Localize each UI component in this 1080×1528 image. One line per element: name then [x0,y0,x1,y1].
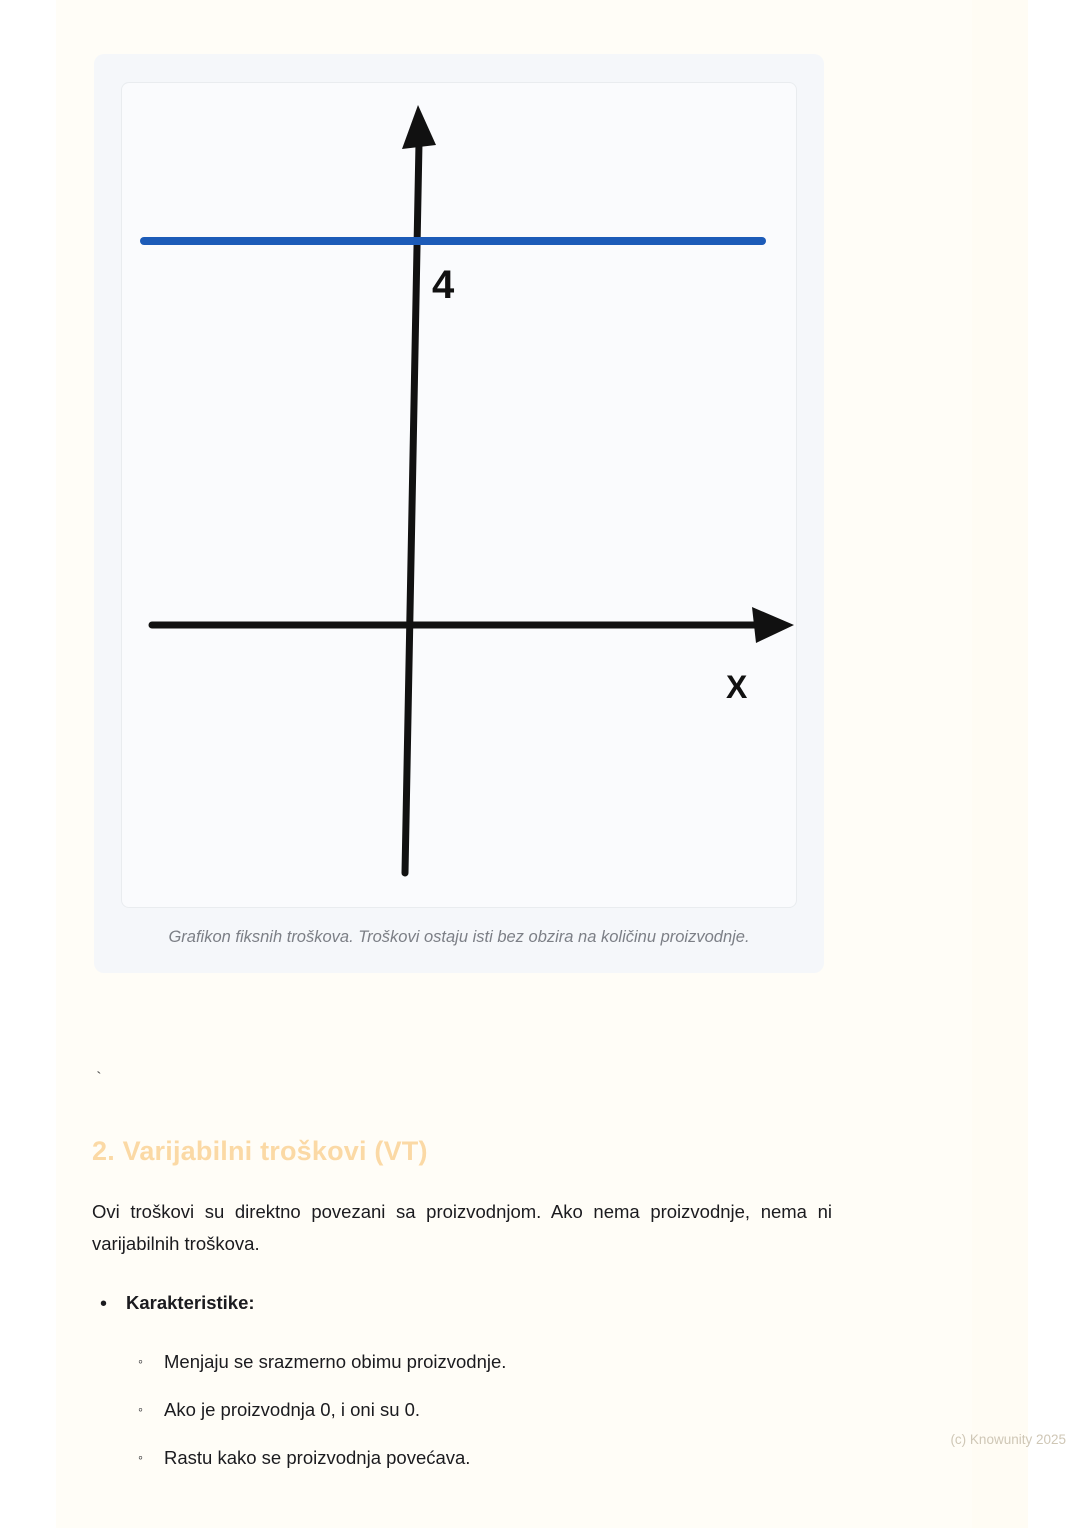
figure-caption: Grafikon fiksnih troškova. Troškovi ostaju isti bez obzira na količinu proizvodnje. [168,928,750,946]
page-margin-right [1028,0,1080,1528]
list-item [138,1348,838,1376]
list-item [138,1444,838,1472]
document-content [56,0,1028,1528]
list-item-label: Karakteristike: [126,1292,255,1313]
fixed-costs-chart [122,83,798,909]
watermark: (c) Knowunity 2025 [950,1432,1066,1447]
sub-bullet-marker-icon: ◦ [138,1353,143,1369]
sub-bullet-marker-icon: ◦ [138,1448,143,1465]
figure-card [94,54,824,973]
chart-x-label: X [726,669,748,705]
stray-backtick: ` [94,1070,104,1088]
bullet-marker-icon: • [100,1293,108,1316]
page-margin-left [0,0,56,1528]
figure-chart-area [121,82,797,908]
sub-bullet-marker-icon: ◦ [138,1400,143,1417]
section-heading: 2. Varijabilni troškovi (VT) [92,1136,428,1166]
section-paragraph: Ovi troškovi su direktno povezani sa proizvodnjom. Ako nema proizvodnje, nema ni varijabilnih troškova. [92,1201,832,1254]
list-item-label: Menjaju se srazmerno obimu proizvodnje. [164,1351,507,1372]
list-item [138,1396,838,1424]
list-item-label: Ako je proizvodnja 0, i oni su 0. [164,1398,421,1420]
sub-list [138,1348,838,1491]
list-item [100,1292,820,1314]
list-item-label: Rastu kako se proizvodnja povećava. [164,1446,471,1468]
chart-y-label: 4 [432,263,455,307]
